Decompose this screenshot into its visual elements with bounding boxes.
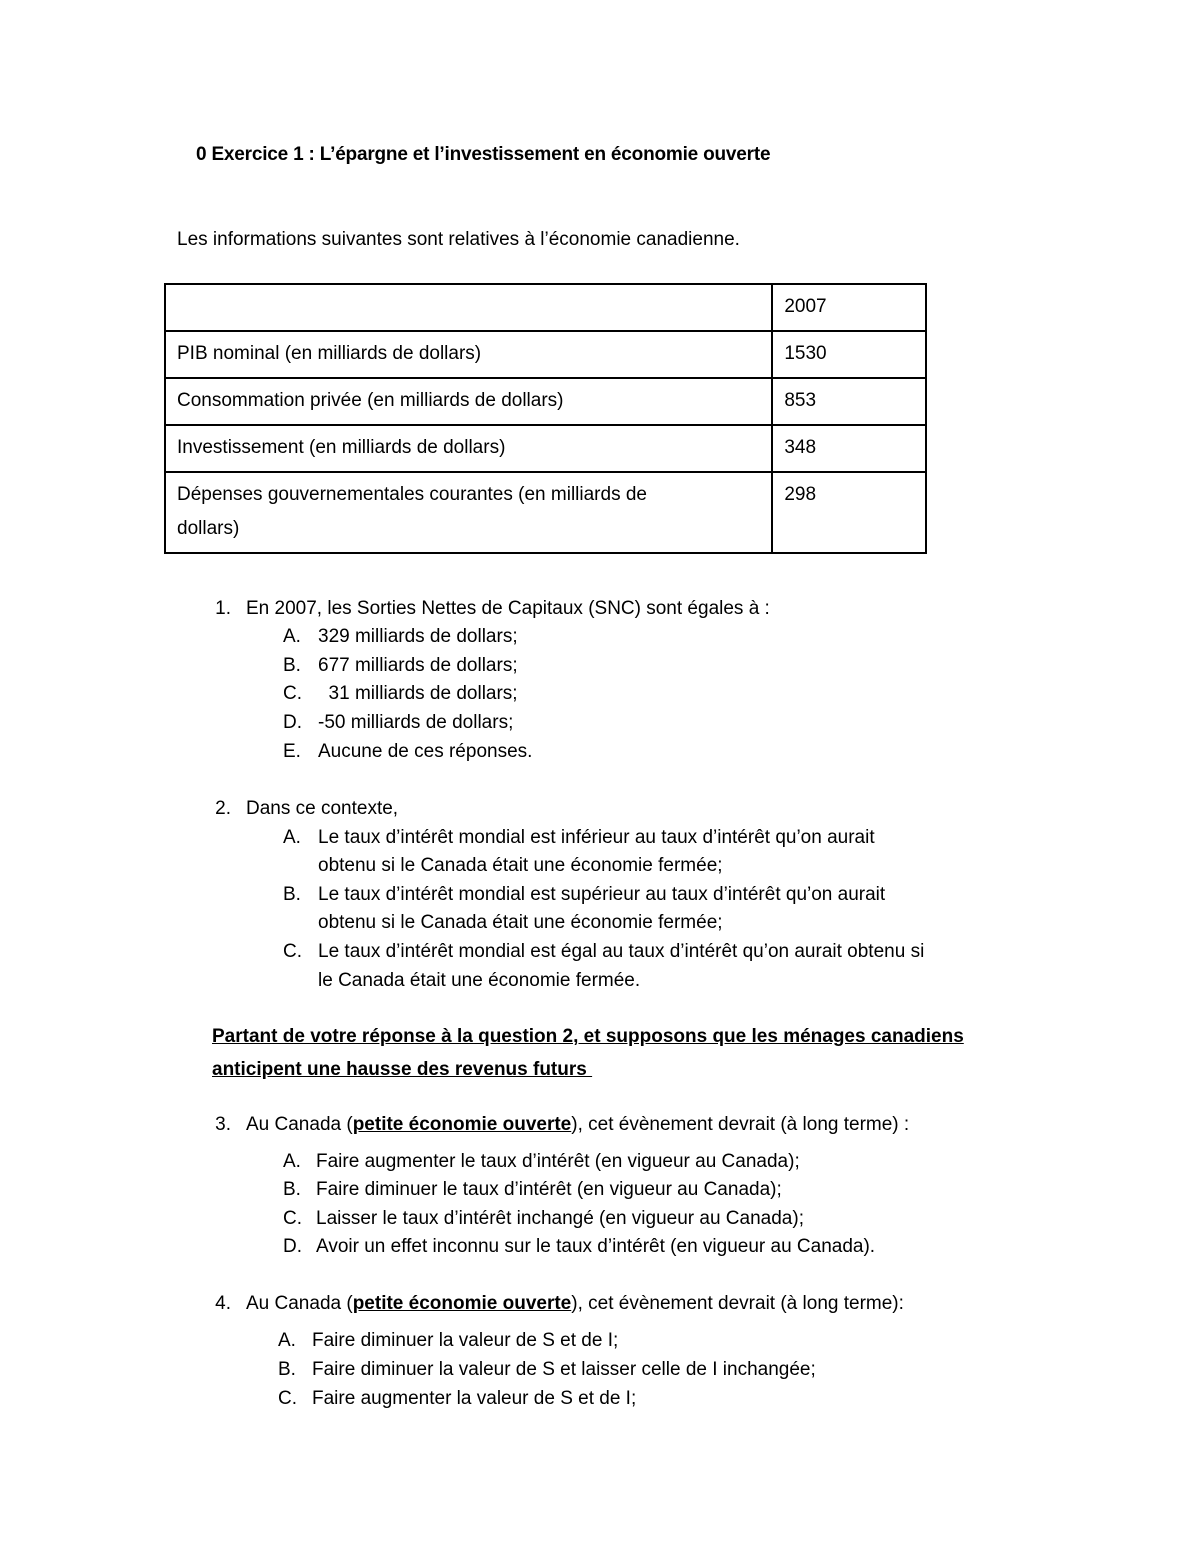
option-letter: D. [283, 712, 302, 733]
question-text-pre: Au Canada ( [246, 1114, 353, 1135]
question-text: Dans ce contexte, [246, 798, 399, 819]
option-text-line2: obtenu si le Canada était une économie fermée; [318, 855, 723, 876]
table-cell-value: 1530 [772, 331, 926, 378]
table-cell-value: 853 [772, 378, 926, 425]
option-letter: C. [283, 1208, 302, 1229]
question-text [246, 1111, 909, 1139]
question-text: En 2007, les Sorties Nettes de Capitaux (SNC) sont égales à : [246, 598, 770, 619]
question-text-post: ), cet évènement devrait (à long terme): [571, 1293, 904, 1314]
option-letter: D. [283, 1236, 302, 1257]
option-letter: A. [283, 626, 301, 647]
option-letter: C. [278, 1388, 297, 1409]
option-letter: E. [283, 741, 301, 762]
option-text-line2: le Canada était une économie fermée. [318, 970, 641, 991]
context-note-line2: anticipent une hausse des revenus futurs [212, 1059, 593, 1080]
table-cell-label: Investissement (en milliards de dollars) [165, 425, 772, 472]
option-letter: C. [283, 941, 302, 962]
table-cell-label-line2: dollars) [177, 518, 240, 539]
question-number: 2. [215, 798, 231, 819]
context-note-line1: Partant de votre réponse à la question 2, et supposons que les ménages canadiens [212, 1026, 964, 1047]
table-cell-label [165, 472, 772, 553]
option-text: Faire diminuer la valeur de S et de I; [312, 1330, 619, 1351]
option-text: 677 milliards de dollars; [318, 655, 518, 676]
question-text-post: ), cet évènement devrait (à long terme) : [571, 1114, 910, 1135]
option-letter: B. [283, 1179, 301, 1200]
option-letter: A. [278, 1330, 296, 1351]
table-cell-label: Consommation privée (en milliards de dollars) [165, 378, 772, 425]
option-text: Faire diminuer la valeur de S et laisser celle de I inchangée; [312, 1359, 816, 1380]
option-letter: A. [283, 1151, 301, 1172]
option-text: Faire diminuer le taux d’intérêt (en vigueur au Canada); [316, 1179, 782, 1200]
option-letter: B. [283, 884, 301, 905]
intro-text: Les informations suivantes sont relatives à l’économie canadienne. [177, 229, 740, 250]
option-text: Aucune de ces réponses. [318, 741, 533, 762]
question-number: 3. [215, 1114, 231, 1135]
option-letter: A. [283, 827, 301, 848]
question-text-pre: Au Canada ( [246, 1293, 353, 1314]
table-row [165, 284, 926, 331]
table-cell-value: 298 [772, 472, 926, 553]
option-text: Faire augmenter la valeur de S et de I; [312, 1388, 637, 1409]
option-text: 329 milliards de dollars; [318, 626, 518, 647]
option-text: 31 milliards de dollars; [318, 683, 518, 704]
option-text: -50 milliards de dollars; [318, 712, 514, 733]
table-cell-value: 348 [772, 425, 926, 472]
exercise-title: 0 Exercice 1 : L’épargne et l’investissement en économie ouverte [196, 144, 771, 165]
option-text-line1: Le taux d’intérêt mondial est égal au taux d’intérêt qu’on aurait obtenu si [318, 941, 925, 962]
table-row [165, 378, 926, 425]
option-text-line1: Le taux d’intérêt mondial est supérieur au taux d’intérêt qu’on aurait [318, 884, 886, 905]
option-text: Avoir un effet inconnu sur le taux d’intérêt (en vigueur au Canada). [316, 1236, 876, 1257]
option-letter: B. [278, 1359, 296, 1380]
question-text-emphasis: petite économie ouverte [352, 1114, 572, 1135]
table-row [165, 425, 926, 472]
option-letter: B. [283, 655, 301, 676]
table-row [165, 331, 926, 378]
option-text-line2: obtenu si le Canada était une économie fermée; [318, 912, 723, 933]
question-text-emphasis: petite économie ouverte [352, 1293, 572, 1314]
table-cell-empty [165, 284, 772, 331]
question-number: 1. [215, 598, 231, 619]
table-header-year: 2007 [772, 284, 926, 331]
table-cell-label-line1: Dépenses gouvernementales courantes (en milliards de [177, 484, 647, 505]
data-table [164, 283, 927, 554]
option-text: Laisser le taux d’intérêt inchangé (en vigueur au Canada); [316, 1208, 804, 1229]
option-text: Faire augmenter le taux d’intérêt (en vigueur au Canada); [316, 1151, 800, 1172]
table-cell-label: PIB nominal (en milliards de dollars) [165, 331, 772, 378]
table-row [165, 472, 926, 553]
option-text-line1: Le taux d’intérêt mondial est inférieur au taux d’intérêt qu’on aurait [318, 827, 875, 848]
option-letter: C. [283, 683, 302, 704]
question-number: 4. [215, 1293, 231, 1314]
question-text [246, 1290, 904, 1318]
